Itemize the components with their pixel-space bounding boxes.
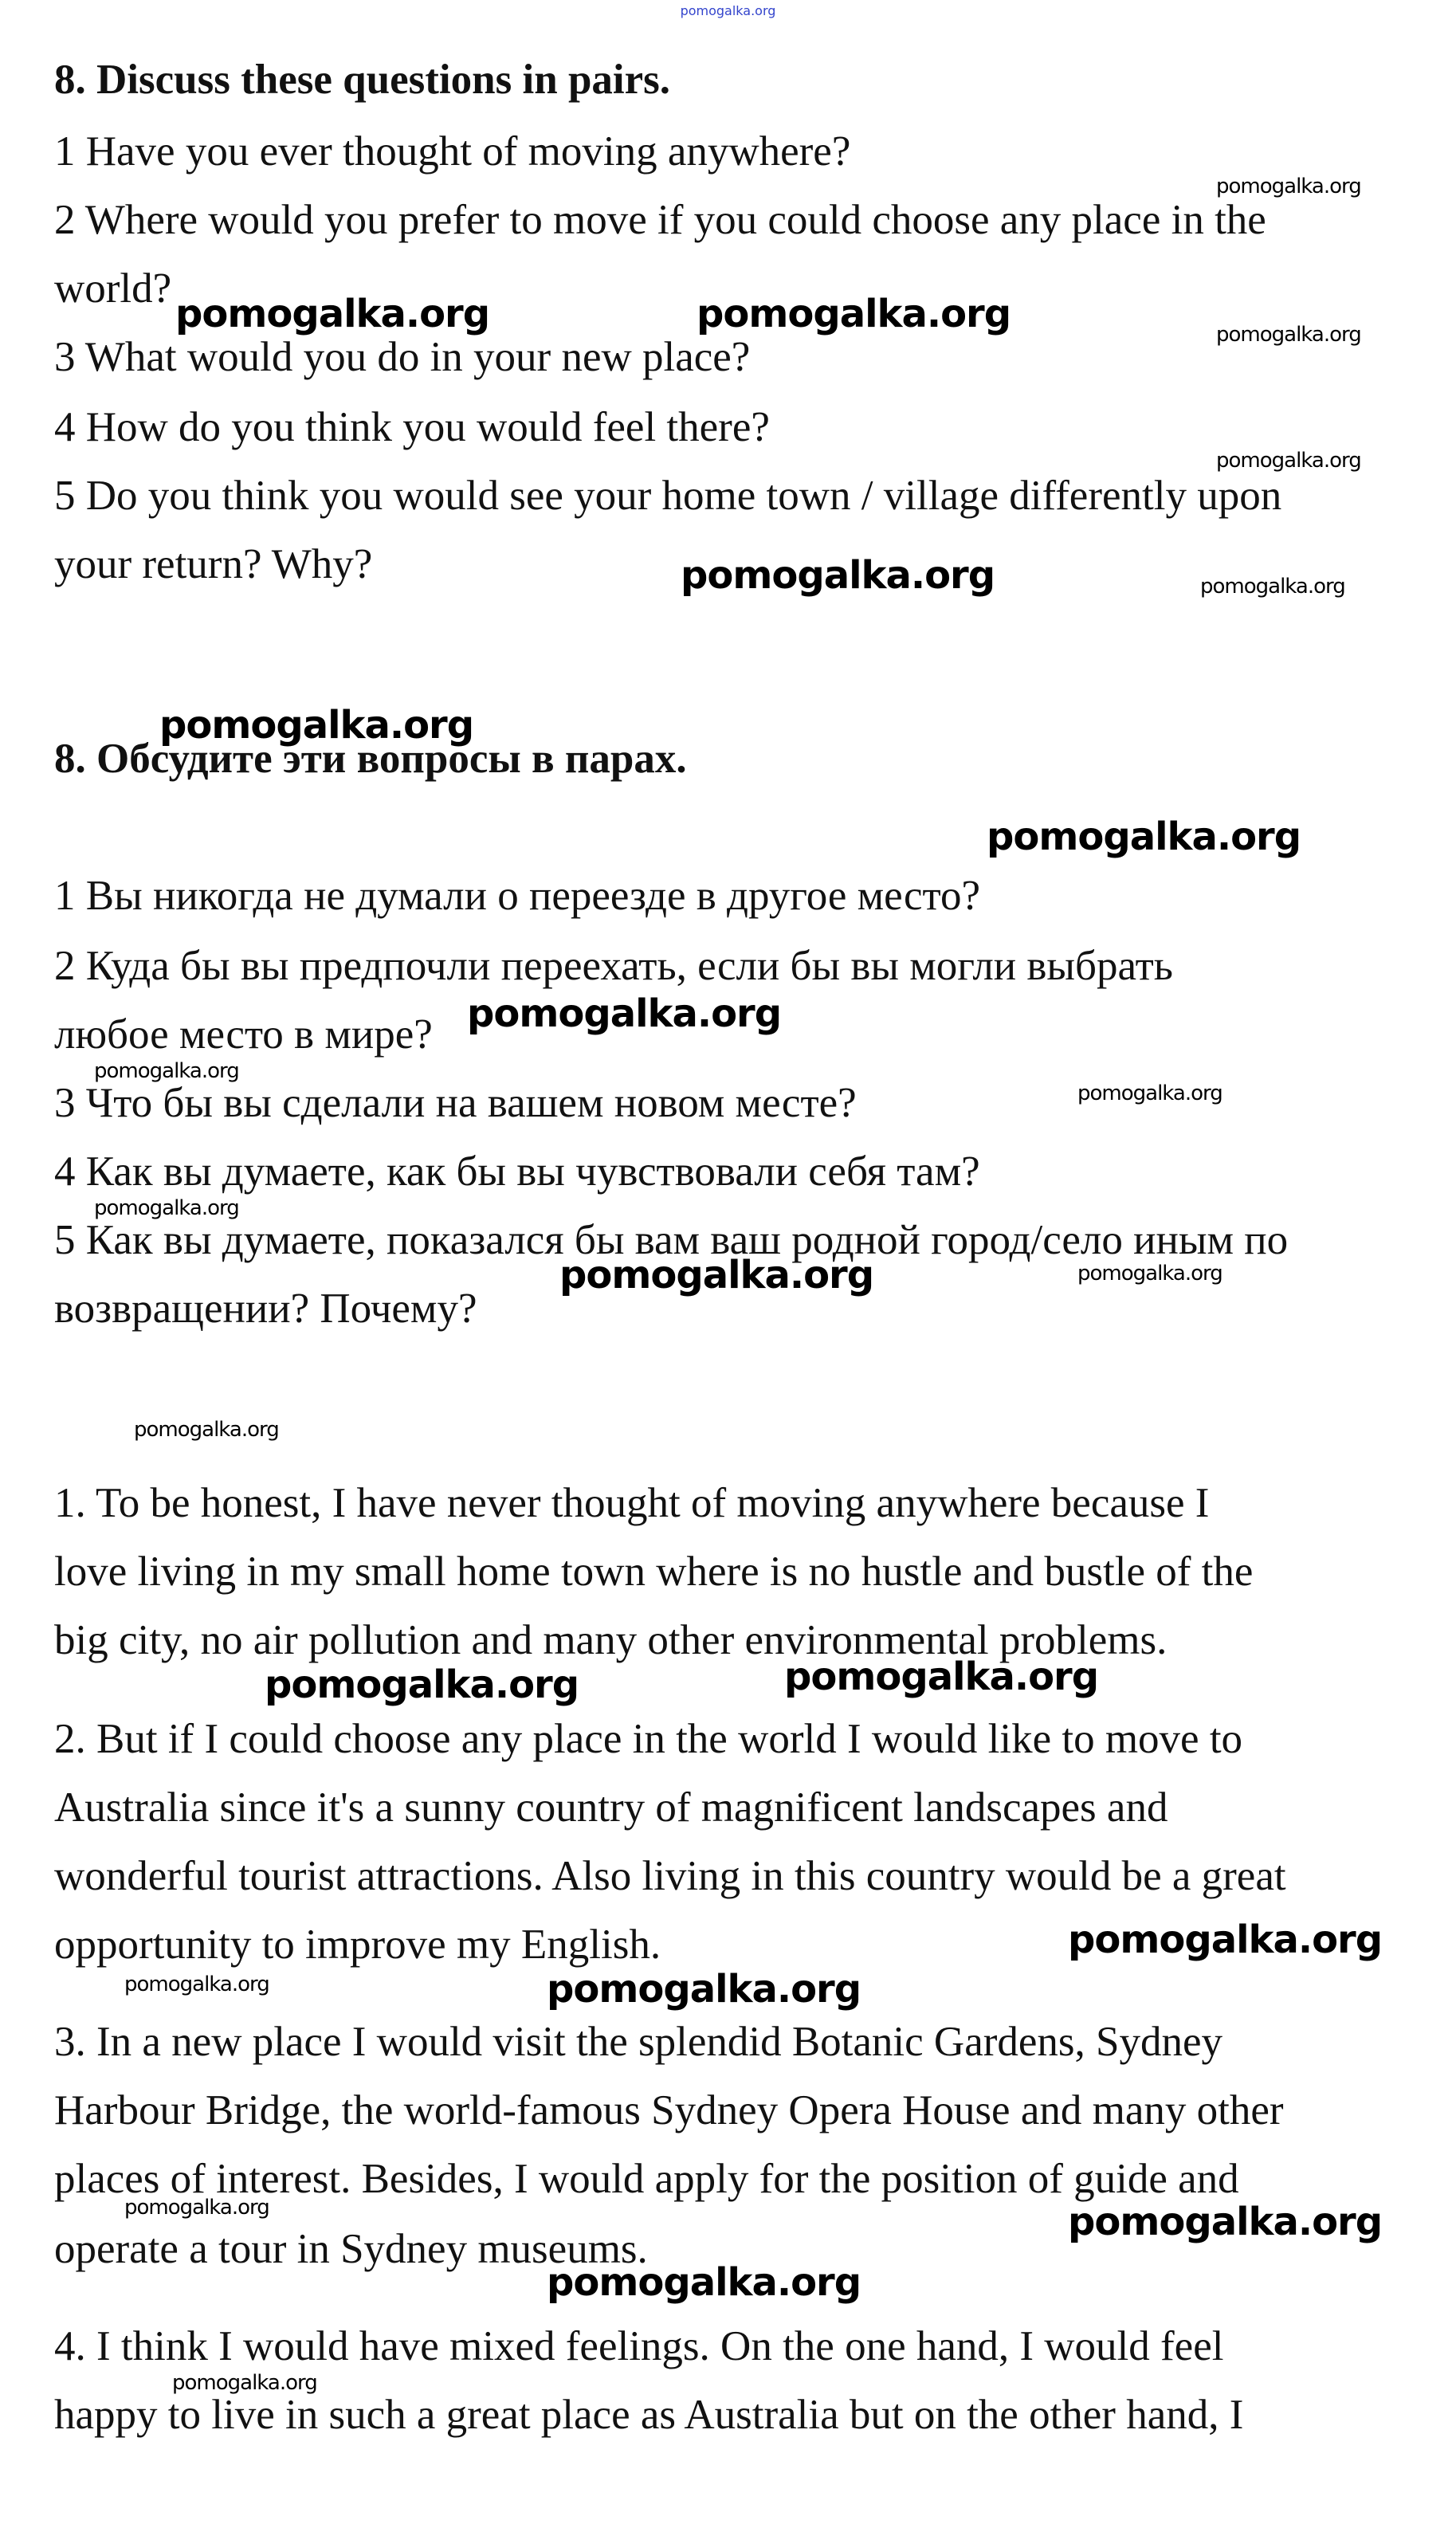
answer-line: wonderful tourist attractions. Also living in this country would be a great [54, 1853, 1286, 1899]
watermark: pomogalka.org [1077, 1081, 1222, 1105]
english-question-line: 1 Have you ever thought of moving anywhere? [54, 128, 851, 175]
russian-question-line: 3 Что бы вы сделали на вашем новом месте? [54, 1080, 857, 1126]
russian-question-line: 5 Как вы думаете, показался бы вам ваш родной город/село иным по [54, 1217, 1289, 1263]
answer-line: 4. I think I would have mixed feelings. On the one hand, I would feel [54, 2323, 1224, 2369]
russian-question-line: 1 Вы никогда не думали о переезде в другое место? [54, 873, 981, 919]
answer-line: Australia since it's a sunny country of magnificent landscapes and [54, 1784, 1168, 1831]
watermark: pomogalka.org [1068, 2200, 1383, 2244]
watermark: pomogalka.org [681, 553, 995, 598]
watermark: pomogalka.org [784, 1655, 1099, 1699]
english-question-line: world? [54, 265, 172, 312]
english-question-line: your return? Why? [54, 541, 373, 587]
watermark: pomogalka.org [175, 292, 490, 336]
watermark: pomogalka.org [134, 1418, 279, 1442]
watermark: pomogalka.org [547, 2260, 861, 2305]
russian-question-line: 4 Как вы думаете, как бы вы чувствовали себя там? [54, 1148, 980, 1195]
watermark: pomogalka.org [1200, 575, 1345, 599]
watermark: pomogalka.org [1077, 1262, 1222, 1286]
answer-line: Harbour Bridge, the world-famous Sydney Opera House and many other [54, 2087, 1284, 2133]
watermark: pomogalka.org [94, 1196, 239, 1220]
watermark: pomogalka.org [1216, 449, 1361, 473]
watermark: pomogalka.org [467, 991, 782, 1036]
watermark: pomogalka.org [265, 1662, 579, 1707]
watermark: pomogalka.org [1216, 175, 1361, 198]
watermark: pomogalka.org [172, 2371, 317, 2395]
watermark: pomogalka.org [559, 1253, 874, 1297]
answer-line: places of interest. Besides, I would apply for the position of guide and [54, 2156, 1239, 2202]
russian-question-line: возвращении? Почему? [54, 1286, 477, 1332]
watermark: pomogalka.org [124, 2196, 269, 2220]
answer-line: love living in my small home town where is no hustle and bustle of the [54, 1549, 1254, 1595]
answer-line: 3. In a new place I would visit the splendid Botanic Gardens, Sydney [54, 2019, 1223, 2065]
watermark: pomogalka.org [987, 815, 1301, 859]
english-question-line: 4 How do you think you would feel there? [54, 404, 770, 450]
russian-question-line: 2 Куда бы вы предпочли переехать, если бы вы могли выбрать [54, 943, 1173, 989]
answer-line: big city, no air pollution and many other environmental problems. [54, 1617, 1168, 1663]
watermark: pomogalka.org [1216, 323, 1361, 347]
site-header-watermark: pomogalka.org [680, 3, 776, 18]
english-question-line: 5 Do you think you would see your home town / village differently upon [54, 473, 1282, 519]
watermark: pomogalka.org [124, 1972, 269, 1996]
russian-question-line: любое место в мире? [54, 1011, 433, 1058]
watermark: pomogalka.org [697, 292, 1011, 336]
english-question-line: 2 Where would you prefer to move if you could choose any place in the [54, 197, 1266, 243]
answer-line: opportunity to improve my English. [54, 1921, 661, 1968]
answer-line: 2. But if I could choose any place in the world I would like to move to [54, 1716, 1243, 1762]
english-question-line: 3 What would you do in your new place? [54, 334, 751, 380]
answer-line: 1. To be honest, I have never thought of moving anywhere because I [54, 1480, 1210, 1526]
watermark: pomogalka.org [159, 703, 474, 748]
answer-line: operate a tour in Sydney museums. [54, 2226, 648, 2272]
russian-heading: 8. Обсудите эти вопросы в парах. [54, 736, 687, 782]
english-heading: 8. Discuss these questions in pairs. [54, 57, 671, 103]
watermark: pomogalka.org [547, 1967, 861, 2012]
answer-line: happy to live in such a great place as Australia but on the other hand, I [54, 2392, 1244, 2438]
watermark: pomogalka.org [1068, 1918, 1383, 1962]
watermark: pomogalka.org [94, 1059, 239, 1083]
